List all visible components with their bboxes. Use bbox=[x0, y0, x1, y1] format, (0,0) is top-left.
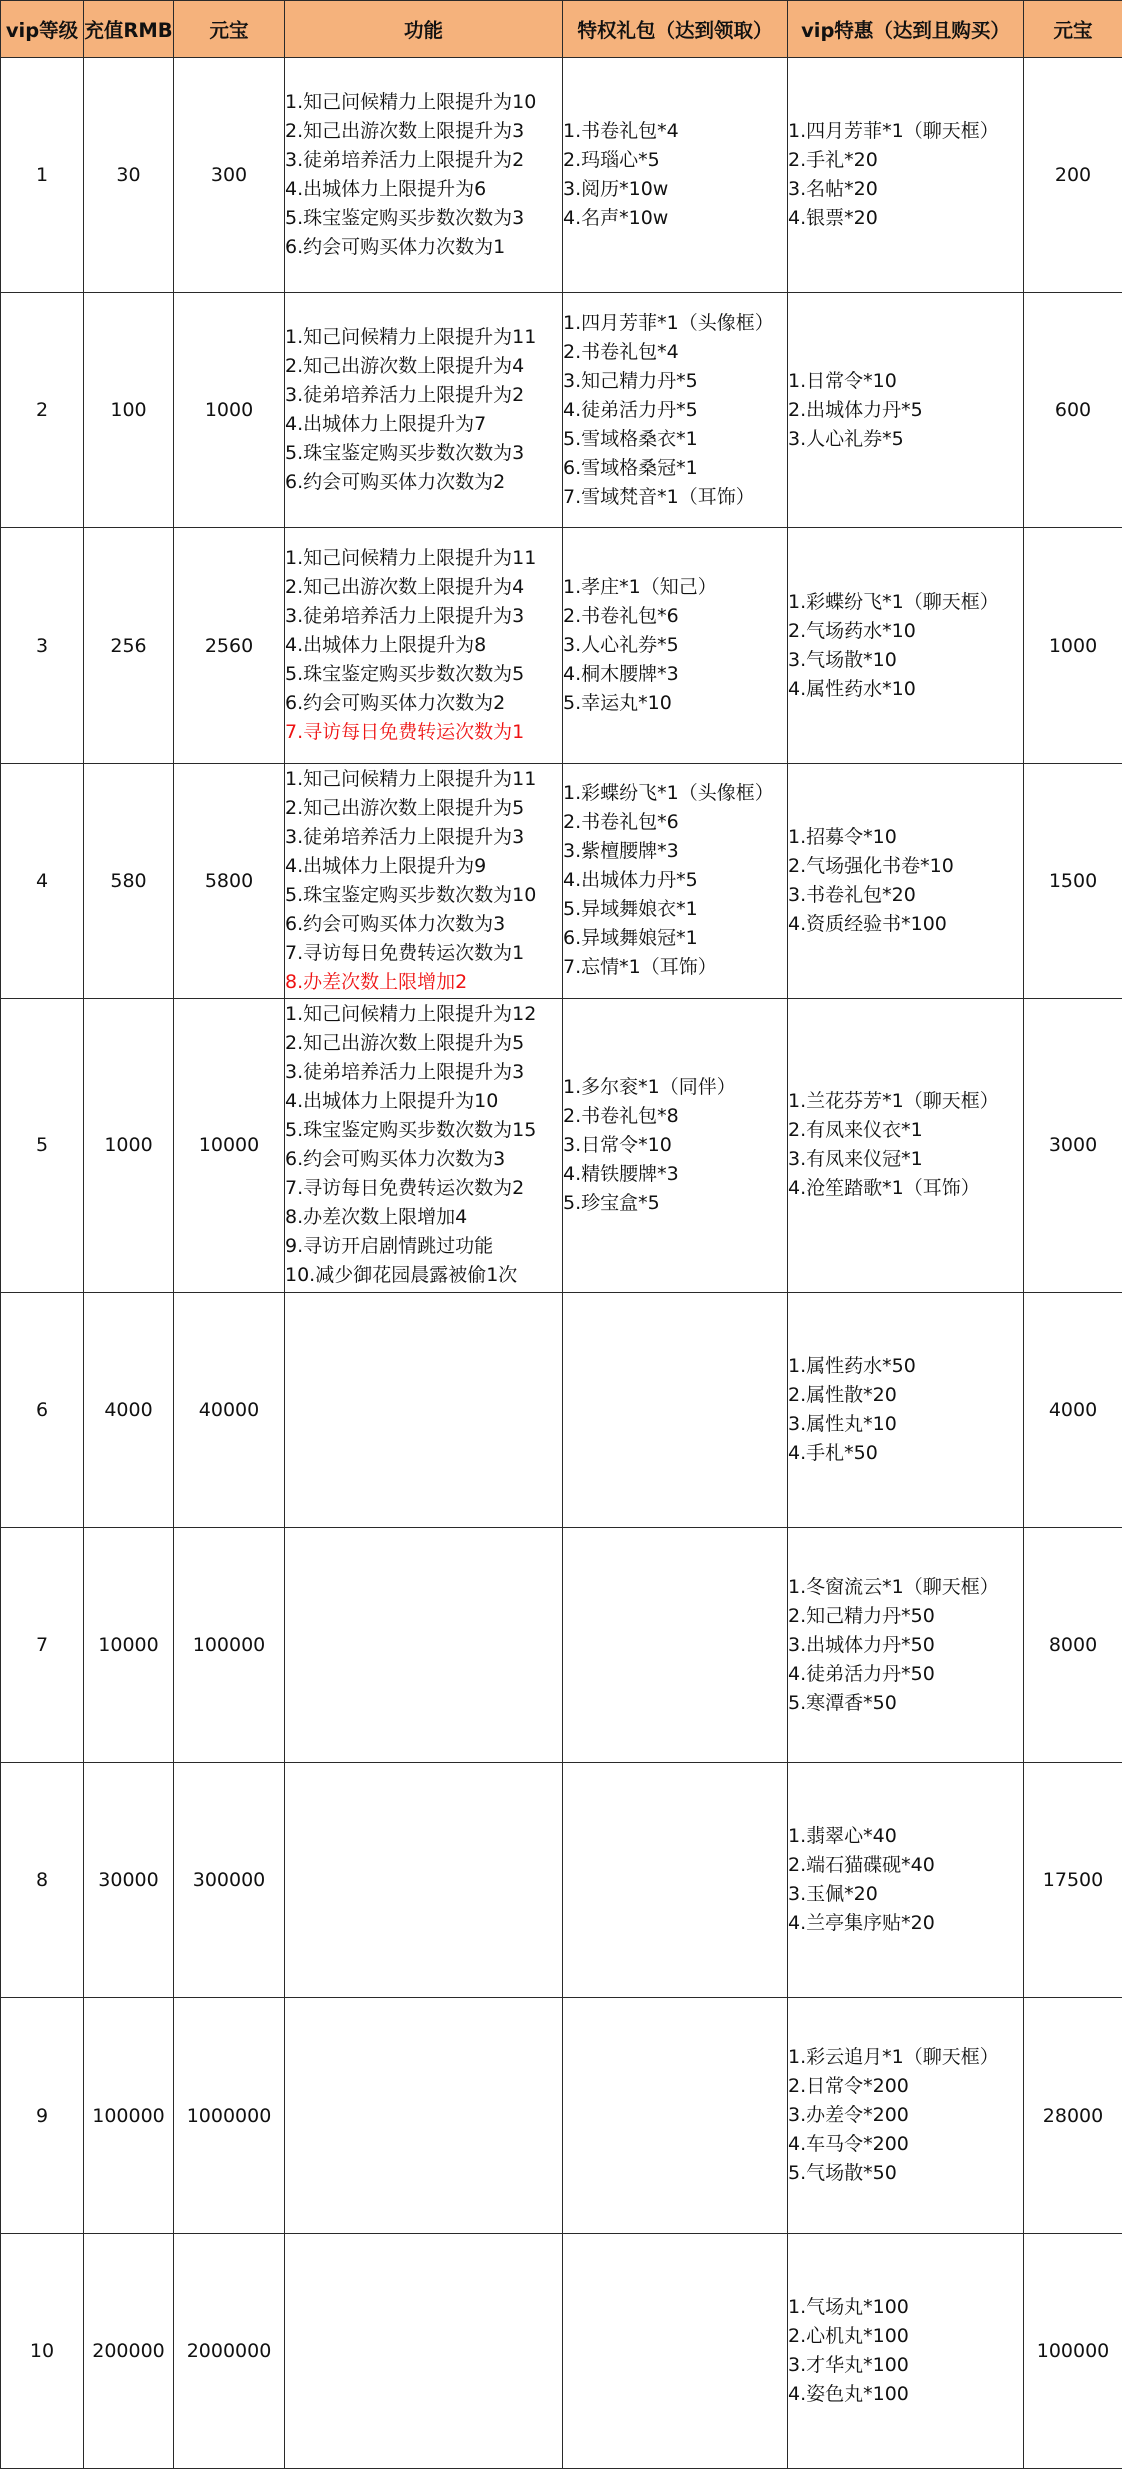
privilege-gift-cell-item: 3.日常令*10 bbox=[563, 1133, 672, 1156]
privilege-gift-cell bbox=[563, 998, 788, 1292]
features-cell-item: 3.徒弟培养活力上限提升为2 bbox=[285, 384, 525, 407]
recharge-rmb-cell: 256 bbox=[84, 528, 174, 763]
recharge-rmb-cell: 30 bbox=[84, 58, 174, 293]
privilege-gift-cell-item: 2.书卷礼包*8 bbox=[563, 1104, 679, 1127]
vip-deals-cell-item: 2.有凤来仪衣*1 bbox=[788, 1119, 923, 1142]
header-vip-level: vip等级 bbox=[1, 1, 84, 58]
features-cell bbox=[285, 1763, 563, 1998]
vip-deals-cell-item: 2.心机丸*100 bbox=[788, 2324, 909, 2347]
yuanbao-cell: 10000 bbox=[174, 998, 285, 1292]
recharge-rmb-cell: 1000 bbox=[84, 998, 174, 1292]
vip-deals-cell-item: 3.才华丸*100 bbox=[788, 2353, 909, 2376]
vip-deals-cell-item: 4.徒弟活力丹*50 bbox=[788, 1662, 935, 1685]
deal-price-cell: 4000 bbox=[1024, 1292, 1122, 1527]
vip-level-cell: 4 bbox=[1, 763, 84, 998]
privilege-gift-cell-item: 3.阅历*10w bbox=[563, 178, 669, 201]
vip-level-cell: 9 bbox=[1, 1998, 84, 2233]
privilege-gift-cell-item: 4.桐木腰牌*3 bbox=[563, 663, 679, 686]
yuanbao-cell: 300000 bbox=[174, 1763, 285, 1998]
vip-deals-cell-item: 2.端石猫碟砚*40 bbox=[788, 1854, 935, 1877]
privilege-gift-cell-item: 3.人心礼券*5 bbox=[563, 634, 679, 657]
vip-deals-cell-item: 4.沧笙踏歌*1（耳饰） bbox=[788, 1177, 980, 1200]
vip-deals-cell-item: 1.招募令*10 bbox=[788, 825, 897, 848]
vip-deals-cell bbox=[788, 763, 1024, 998]
vip-deals-cell-item: 1.翡翠心*40 bbox=[788, 1825, 897, 1848]
vip-deals-cell-item: 1.彩云追月*1（聊天框） bbox=[788, 2046, 999, 2069]
yuanbao-cell: 2560 bbox=[174, 528, 285, 763]
yuanbao-cell: 40000 bbox=[174, 1292, 285, 1527]
features-cell-item: 3.徒弟培养活力上限提升为3 bbox=[285, 1061, 525, 1084]
table-row bbox=[1, 1998, 1122, 2233]
vip-deals-cell-item: 2.属性散*20 bbox=[788, 1383, 897, 1406]
privilege-gift-cell-item: 4.名声*10w bbox=[563, 207, 669, 230]
header-vip-deals: vip特惠（达到且购买） bbox=[788, 1, 1024, 58]
yuanbao-cell: 5800 bbox=[174, 763, 285, 998]
vip-deals-cell-item: 1.冬窗流云*1（聊天框） bbox=[788, 1575, 999, 1598]
vip-deals-cell-item: 2.日常令*200 bbox=[788, 2075, 909, 2098]
vip-level-cell: 3 bbox=[1, 528, 84, 763]
deal-price-cell: 8000 bbox=[1024, 1527, 1122, 1762]
deal-price-cell: 3000 bbox=[1024, 998, 1122, 1292]
features-cell-item: 5.珠宝鉴定购买步数次数为3 bbox=[285, 442, 525, 465]
features-cell-item: 1.知己问候精力上限提升为12 bbox=[285, 1003, 537, 1026]
recharge-rmb-cell: 580 bbox=[84, 763, 174, 998]
features-cell-item: 5.珠宝鉴定购买步数次数为5 bbox=[285, 663, 525, 686]
vip-deals-cell-item: 4.手札*50 bbox=[788, 1441, 878, 1464]
features-cell-item: 8.办差次数上限增加4 bbox=[285, 1206, 468, 1229]
vip-deals-cell-item: 3.名帖*20 bbox=[788, 178, 878, 201]
privilege-gift-cell-item: 4.精铁腰牌*3 bbox=[563, 1162, 679, 1185]
features-cell-item: 4.出城体力上限提升为7 bbox=[285, 413, 487, 436]
features-cell-item: 10.减少御花园晨露被偷1次 bbox=[285, 1264, 518, 1287]
deal-price-cell: 100000 bbox=[1024, 2233, 1122, 2468]
features-cell-item: 5.珠宝鉴定购买步数次数为3 bbox=[285, 207, 525, 230]
vip-level-cell: 6 bbox=[1, 1292, 84, 1527]
features-cell-item: 1.知己问候精力上限提升为10 bbox=[285, 91, 537, 114]
table-row bbox=[1, 998, 1122, 1292]
vip-deals-cell-item: 3.人心礼券*5 bbox=[788, 427, 904, 450]
features-cell-item: 6.约会可购买体力次数为2 bbox=[285, 471, 506, 494]
recharge-rmb-cell: 100 bbox=[84, 293, 174, 528]
features-cell bbox=[285, 2233, 563, 2468]
vip-deals-cell-item: 4.姿色丸*100 bbox=[788, 2382, 909, 2405]
table-row bbox=[1, 528, 1122, 763]
vip-deals-cell-item: 3.玉佩*20 bbox=[788, 1883, 878, 1906]
header-row bbox=[1, 1, 1122, 58]
table-row bbox=[1, 1292, 1122, 1527]
privilege-gift-cell bbox=[563, 1527, 788, 1762]
header-privilege-gift: 特权礼包（达到领取） bbox=[563, 1, 788, 58]
deal-price-cell: 1000 bbox=[1024, 528, 1122, 763]
privilege-gift-cell-item: 1.彩蝶纷飞*1（头像框） bbox=[563, 782, 774, 805]
yuanbao-cell: 100000 bbox=[174, 1527, 285, 1762]
privilege-gift-cell-item: 3.紫檀腰牌*3 bbox=[563, 840, 679, 863]
features-cell-item: 2.知己出游次数上限提升为3 bbox=[285, 120, 525, 143]
deal-price-cell: 1500 bbox=[1024, 763, 1122, 998]
features-cell-item: 2.知己出游次数上限提升为5 bbox=[285, 1032, 525, 1055]
recharge-rmb-cell: 100000 bbox=[84, 1998, 174, 2233]
features-cell-item: 6.约会可购买体力次数为3 bbox=[285, 912, 506, 935]
privilege-gift-cell-item: 2.书卷礼包*4 bbox=[563, 340, 679, 363]
recharge-rmb-cell: 30000 bbox=[84, 1763, 174, 1998]
privilege-gift-cell-item: 2.书卷礼包*6 bbox=[563, 605, 679, 628]
privilege-gift-cell bbox=[563, 293, 788, 528]
features-cell-item: 4.出城体力上限提升为6 bbox=[285, 178, 487, 201]
table-row bbox=[1, 763, 1122, 998]
privilege-gift-cell bbox=[563, 1998, 788, 2233]
privilege-gift-cell bbox=[563, 58, 788, 293]
vip-deals-cell-item: 5.气场散*50 bbox=[788, 2162, 897, 2185]
features-cell bbox=[285, 58, 563, 293]
privilege-gift-cell-item: 7.雪域梵音*1（耳饰） bbox=[563, 485, 755, 508]
privilege-gift-cell-item: 1.孝庄*1（知己） bbox=[563, 576, 717, 599]
features-cell-item: 6.约会可购买体力次数为2 bbox=[285, 692, 506, 715]
privilege-gift-cell-item: 7.忘情*1（耳饰） bbox=[563, 956, 717, 979]
table-row bbox=[1, 2233, 1122, 2468]
vip-deals-cell-item: 3.气场散*10 bbox=[788, 648, 897, 671]
vip-deals-cell-item: 2.出城体力丹*5 bbox=[788, 398, 923, 421]
privilege-gift-cell bbox=[563, 763, 788, 998]
features-cell-item: 1.知己问候精力上限提升为11 bbox=[285, 547, 537, 570]
privilege-gift-cell-item: 1.四月芳菲*1（头像框） bbox=[563, 311, 774, 334]
yuanbao-cell: 1000000 bbox=[174, 1998, 285, 2233]
vip-deals-cell-item: 4.车马令*200 bbox=[788, 2133, 909, 2156]
yuanbao-cell: 1000 bbox=[174, 293, 285, 528]
features-cell-item: 7.寻访每日免费转运次数为1 bbox=[285, 721, 525, 744]
vip-deals-cell-item: 1.彩蝶纷飞*1（聊天框） bbox=[788, 590, 999, 613]
vip-level-cell: 10 bbox=[1, 2233, 84, 2468]
features-cell bbox=[285, 528, 563, 763]
header-recharge-rmb: 充值RMB bbox=[84, 1, 174, 58]
privilege-gift-cell-item: 6.雪域格桑冠*1 bbox=[563, 456, 698, 479]
features-cell bbox=[285, 1998, 563, 2233]
privilege-gift-cell bbox=[563, 2233, 788, 2468]
features-cell bbox=[285, 998, 563, 1292]
deal-price-cell: 17500 bbox=[1024, 1763, 1122, 1998]
privilege-gift-cell-item: 6.异域舞娘冠*1 bbox=[563, 927, 698, 950]
vip-deals-cell bbox=[788, 998, 1024, 1292]
features-cell bbox=[285, 1527, 563, 1762]
vip-level-cell: 5 bbox=[1, 998, 84, 1292]
vip-deals-cell-item: 5.寒潭香*50 bbox=[788, 1691, 897, 1714]
privilege-gift-cell-item: 5.珍宝盒*5 bbox=[563, 1191, 660, 1214]
privilege-gift-cell bbox=[563, 528, 788, 763]
recharge-rmb-cell: 10000 bbox=[84, 1527, 174, 1762]
features-cell-item: 3.徒弟培养活力上限提升为3 bbox=[285, 825, 525, 848]
privilege-gift-cell-item: 1.多尔衮*1（同伴） bbox=[563, 1075, 736, 1098]
features-cell-item: 8.办差次数上限增加2 bbox=[285, 970, 468, 993]
privilege-gift-cell-item: 1.书卷礼包*4 bbox=[563, 120, 679, 143]
vip-deals-cell-item: 4.资质经验书*100 bbox=[788, 912, 947, 935]
privilege-gift-cell bbox=[563, 1763, 788, 1998]
table-row bbox=[1, 1763, 1122, 1998]
features-cell-item: 9.寻访开启剧情跳过功能 bbox=[285, 1235, 494, 1258]
vip-deals-cell bbox=[788, 293, 1024, 528]
header-features: 功能 bbox=[285, 1, 563, 58]
features-cell bbox=[285, 1292, 563, 1527]
privilege-gift-cell-item: 5.雪域格桑衣*1 bbox=[563, 427, 698, 450]
features-cell-item: 3.徒弟培养活力上限提升为2 bbox=[285, 149, 525, 172]
vip-deals-cell bbox=[788, 1527, 1024, 1762]
vip-level-cell: 2 bbox=[1, 293, 84, 528]
features-cell-item: 6.约会可购买体力次数为3 bbox=[285, 1148, 506, 1171]
features-cell-item: 7.寻访每日免费转运次数为1 bbox=[285, 941, 525, 964]
features-cell-item: 4.出城体力上限提升为10 bbox=[285, 1090, 499, 1113]
vip-deals-cell-item: 4.银票*20 bbox=[788, 207, 878, 230]
features-cell-item: 3.徒弟培养活力上限提升为3 bbox=[285, 605, 525, 628]
privilege-gift-cell-item: 4.出城体力丹*5 bbox=[563, 869, 698, 892]
privilege-gift-cell-item: 5.异域舞娘衣*1 bbox=[563, 898, 698, 921]
vip-deals-cell bbox=[788, 1998, 1024, 2233]
header-deal-price: 元宝 bbox=[1024, 1, 1122, 58]
yuanbao-cell: 2000000 bbox=[174, 2233, 285, 2468]
vip-deals-cell-item: 3.办差令*200 bbox=[788, 2104, 909, 2127]
vip-deals-cell-item: 1.属性药水*50 bbox=[788, 1354, 916, 1377]
vip-level-cell: 1 bbox=[1, 58, 84, 293]
vip-deals-cell bbox=[788, 1763, 1024, 1998]
vip-deals-cell-item: 4.属性药水*10 bbox=[788, 677, 916, 700]
features-cell bbox=[285, 763, 563, 998]
vip-deals-cell-item: 3.书卷礼包*20 bbox=[788, 883, 916, 906]
vip-deals-cell-item: 1.四月芳菲*1（聊天框） bbox=[788, 120, 999, 143]
privilege-gift-cell-item: 3.知己精力丹*5 bbox=[563, 369, 698, 392]
yuanbao-cell: 300 bbox=[174, 58, 285, 293]
deal-price-cell: 28000 bbox=[1024, 1998, 1122, 2233]
header-yuanbao: 元宝 bbox=[174, 1, 285, 58]
vip-deals-cell bbox=[788, 528, 1024, 763]
table-row bbox=[1, 58, 1122, 293]
privilege-gift-cell bbox=[563, 1292, 788, 1527]
features-cell-item: 4.出城体力上限提升为8 bbox=[285, 634, 487, 657]
vip-deals-cell-item: 2.气场强化书卷*10 bbox=[788, 854, 954, 877]
vip-level-cell: 7 bbox=[1, 1527, 84, 1762]
features-cell-item: 2.知己出游次数上限提升为4 bbox=[285, 355, 525, 378]
features-cell-item: 7.寻访每日免费转运次数为2 bbox=[285, 1177, 525, 1200]
vip-deals-cell bbox=[788, 2233, 1024, 2468]
vip-deals-cell-item: 2.知己精力丹*50 bbox=[788, 1604, 935, 1627]
features-cell-item: 1.知己问候精力上限提升为11 bbox=[285, 767, 537, 790]
privilege-gift-cell-item: 2.书卷礼包*6 bbox=[563, 811, 679, 834]
features-cell-item: 2.知己出游次数上限提升为5 bbox=[285, 796, 525, 819]
vip-deals-cell-item: 1.气场丸*100 bbox=[788, 2295, 909, 2318]
privilege-gift-cell-item: 4.徒弟活力丹*5 bbox=[563, 398, 698, 421]
vip-level-cell: 8 bbox=[1, 1763, 84, 1998]
features-cell-item: 6.约会可购买体力次数为1 bbox=[285, 236, 506, 259]
deal-price-cell: 200 bbox=[1024, 58, 1122, 293]
features-cell-item: 2.知己出游次数上限提升为4 bbox=[285, 576, 525, 599]
vip-deals-cell bbox=[788, 1292, 1024, 1527]
vip-deals-cell-item: 3.有凤来仪冠*1 bbox=[788, 1148, 923, 1171]
vip-deals-cell-item: 3.出城体力丹*50 bbox=[788, 1633, 935, 1656]
recharge-rmb-cell: 200000 bbox=[84, 2233, 174, 2468]
privilege-gift-cell-item: 2.玛瑙心*5 bbox=[563, 149, 660, 172]
vip-deals-cell-item: 1.日常令*10 bbox=[788, 369, 897, 392]
table-body bbox=[1, 58, 1122, 2469]
vip-deals-cell-item: 2.手礼*20 bbox=[788, 149, 878, 172]
features-cell-item: 4.出城体力上限提升为9 bbox=[285, 854, 487, 877]
vip-deals-cell-item: 1.兰花芬芳*1（聊天框） bbox=[788, 1090, 999, 1113]
table-row bbox=[1, 1527, 1122, 1762]
vip-deals-cell-item: 4.兰亭集序贴*20 bbox=[788, 1912, 935, 1935]
table-row bbox=[1, 293, 1122, 528]
features-cell-item: 1.知己问候精力上限提升为11 bbox=[285, 326, 537, 349]
deal-price-cell: 600 bbox=[1024, 293, 1122, 528]
features-cell-item: 5.珠宝鉴定购买步数次数为15 bbox=[285, 1119, 537, 1142]
features-cell-item: 5.珠宝鉴定购买步数次数为10 bbox=[285, 883, 537, 906]
recharge-rmb-cell: 4000 bbox=[84, 1292, 174, 1527]
privilege-gift-cell-item: 5.幸运丸*10 bbox=[563, 692, 672, 715]
features-cell bbox=[285, 293, 563, 528]
vip-deals-cell bbox=[788, 58, 1024, 293]
vip-deals-cell-item: 3.属性丸*10 bbox=[788, 1412, 897, 1435]
vip-deals-cell-item: 2.气场药水*10 bbox=[788, 619, 916, 642]
